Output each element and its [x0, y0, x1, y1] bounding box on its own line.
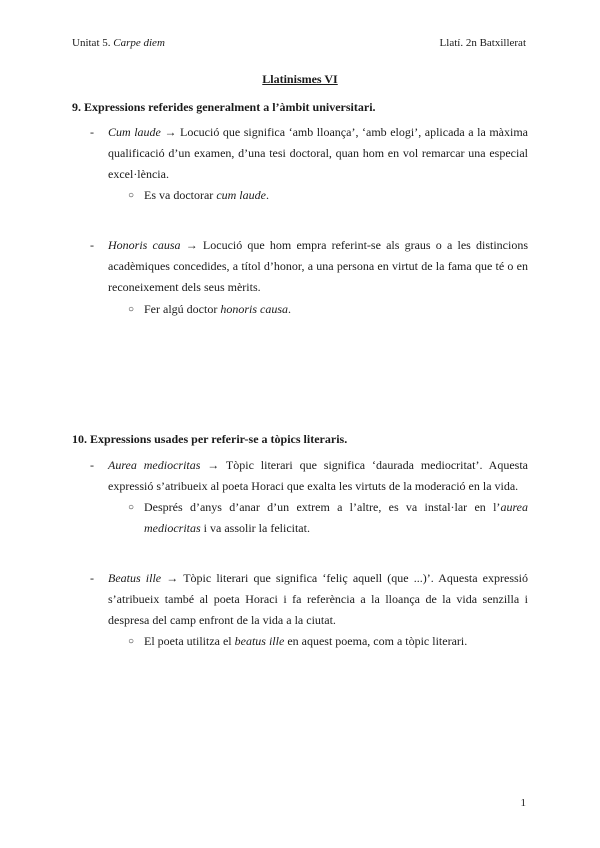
list-item-honoris-causa: - Honoris causa → Locució que hom empra referint-se als graus o a les distincions acadèmiques concedides, a títol d’honor, a una persona en virtut de la fama que té o en reconeixement dels seus mèrits. [90, 235, 528, 298]
circle-bullet: ○ [128, 304, 135, 315]
term: Honoris causa [108, 238, 181, 252]
definition: Locució que significa ‘amb lloança’, ‘amb elogi’, aplicada a la màxima qualificació d’un examen, d’una tesi doctoral, quan hom en vol remarcar una especial excel·lència. [108, 125, 529, 181]
term: Cum laude [108, 125, 161, 139]
header-left: Unitat 5. Carpe diem [72, 37, 165, 49]
example-cum-laude: ○ Es va doctorar cum laude. [128, 185, 528, 206]
section-heading-9: 9. Expressions referides generalment a l’àmbit universitari. [72, 100, 376, 114]
circle-bullet: ○ [128, 636, 135, 647]
example-aurea-mediocritas: ○ Després d’anys d’anar d’un extrem a l’altre, es va instal·lar en l’aurea mediocritas i va assolir la felicitat. [128, 497, 528, 539]
term: Aurea mediocritas [108, 458, 201, 472]
list-item-beatus-ille: - Beatus ille → Tòpic literari que significa ‘feliç aquell (que ...)’. Aquesta expressió s’atribueix també al poeta Horaci i fa referència a la lloança de la vida senzilla i despresa del camp enfront de la vida a la ciutat. [90, 568, 528, 631]
header-right: Llatí. 2n Batxillerat [439, 37, 526, 49]
page-title: Llatinismes VI [262, 72, 338, 86]
dash-bullet: - [90, 238, 94, 252]
term: Beatus ille [108, 571, 162, 585]
page-number: 1 [520, 797, 526, 809]
dash-bullet: - [90, 571, 94, 585]
example-honoris-causa: ○ Fer algú doctor honoris causa. [128, 299, 528, 320]
example-beatus-ille: ○ El poeta utilitza el beatus ille en aquest poema, com a tòpic literari. [128, 631, 528, 652]
circle-bullet: ○ [128, 502, 135, 513]
dash-bullet: - [90, 125, 94, 139]
definition: Tòpic literari que significa ‘feliç aquell (que ...)’. Aquesta expressió s’atribueix també al poeta Horaci i fa referència a la lloança de la vida senzilla i despresa del camp enfront de la vida a la ciutat. [108, 571, 528, 627]
circle-bullet: ○ [128, 190, 135, 201]
section-heading-10: 10. Expressions usades per referir-se a tòpics literaris. [72, 432, 348, 446]
list-item-aurea-mediocritas: - Aurea mediocritas → Tòpic literari que significa ‘daurada mediocritat’. Aquesta expressió s’atribueix al poeta Horaci que exalta les virtuts de la moderació en la vida. [90, 455, 528, 497]
definition: Locució que hom empra referint-se als graus o a les distincions acadèmiques concedides, a títol d’honor, a una persona en virtut de la fama que té o en reconeixement dels seus mèrits. [108, 238, 528, 294]
dash-bullet: - [90, 458, 94, 472]
definition: Tòpic literari que significa ‘daurada mediocritat’. Aquesta expressió s’atribueix al poeta Horaci que exalta les virtuts de la moderació en la vida. [108, 458, 528, 493]
list-item-cum-laude: - Cum laude → Locució que significa ‘amb lloança’, ‘amb elogi’, aplicada a la màxima qualificació d’un examen, d’una tesi doctoral, quan hom en vol remarcar una especial excel·lència. [90, 122, 528, 185]
